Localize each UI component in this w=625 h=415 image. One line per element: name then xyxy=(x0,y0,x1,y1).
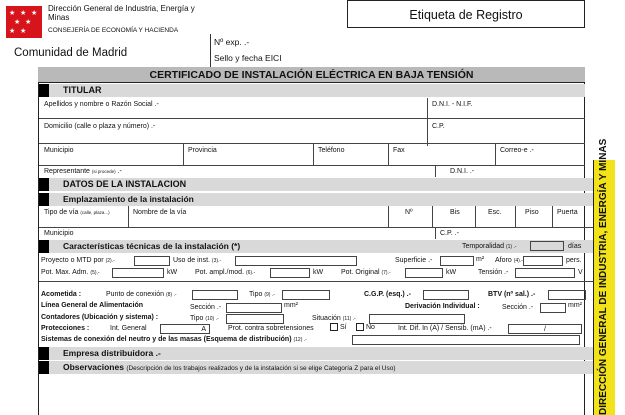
contadores-label: Contadores (Ubicación y sistema) : xyxy=(41,314,159,321)
etiqueta-registro-box: Etiqueta de Registro xyxy=(347,0,585,28)
consejeria-name: CONSEJERÍA DE ECONOMÍA Y HACIENDA xyxy=(48,27,179,34)
distribuidora-heading: Empresa distribuidora .- xyxy=(39,347,593,360)
tension-input[interactable] xyxy=(515,268,575,278)
pot-ampl-input[interactable] xyxy=(270,268,310,278)
no-option[interactable]: No xyxy=(356,323,375,331)
puerta-label: Puerta xyxy=(557,209,578,216)
acometida-label: Acometida : xyxy=(41,291,82,298)
divider xyxy=(39,281,593,282)
divider xyxy=(475,206,476,227)
divider xyxy=(39,143,585,144)
si-checkbox[interactable] xyxy=(330,323,338,331)
divider xyxy=(39,165,585,166)
divider xyxy=(432,206,433,227)
divider xyxy=(388,143,389,165)
cgp-label: C.G.P. (esq.) .- xyxy=(364,291,411,298)
nombre-via-label: Nombre de la vía xyxy=(133,209,187,216)
punto-conexion-label: Punto de conexión (8) .- xyxy=(106,291,177,298)
superficie-input[interactable] xyxy=(440,256,474,266)
aforo-label: Aforo (4).- xyxy=(495,257,523,264)
sello-label: Sello y fecha EICI xyxy=(214,53,282,63)
seccion-di-input[interactable] xyxy=(540,303,566,313)
tension-label: Tensión .- xyxy=(478,269,509,276)
seccion-di-label: Sección .- xyxy=(502,304,534,311)
exp-label: Nº exp. .- xyxy=(214,37,250,47)
bis-label: Bis xyxy=(450,209,460,216)
direction-name: Dirección General de Industria, Energía y Minas xyxy=(48,4,195,22)
divider xyxy=(388,206,389,227)
btv-label: BTV (nº sal.) .- xyxy=(488,291,536,298)
kw-unit-1: kW xyxy=(167,269,178,276)
tipo-via-label: Tipo de vía (calle, plaza...) xyxy=(44,209,110,216)
dias-label: días xyxy=(568,243,582,250)
divider xyxy=(427,98,428,146)
domicilio-label: Domicilio (calle o plaza y número) .- xyxy=(44,123,156,130)
section-titular: TITULAR xyxy=(39,84,585,97)
fax-label: Fax xyxy=(393,147,405,154)
correo-label: Correo-e .- xyxy=(500,147,534,154)
superficie-label: Superficie .- xyxy=(395,257,433,264)
comunidad-madrid-logo: ★ ★ ★ ★ ★ ★ ★ xyxy=(6,6,42,38)
aforo-input[interactable] xyxy=(523,256,563,266)
divider xyxy=(39,227,593,228)
municipio-inst-label: Municipio xyxy=(44,230,74,237)
int-dif-label: Int. Dif. In (A) / Sensib. (mA) .- xyxy=(398,325,492,332)
divider xyxy=(39,118,585,119)
punto-conexion-input[interactable] xyxy=(192,290,238,300)
caracteristicas-heading: Características técnicas de la instalación (*) xyxy=(39,240,593,253)
seccion-lga-label: Sección .- xyxy=(190,304,222,311)
municipio-label: Municipio xyxy=(44,147,74,154)
pot-max-label: Pot. Max. Adm. (5).- xyxy=(41,269,100,276)
cp-label: C.P. xyxy=(432,123,445,130)
pot-orig-label: Pot. Original (7).- xyxy=(341,269,391,276)
pers-label: pers. xyxy=(566,257,582,264)
tipo-contador-label: Tipo (10) .- xyxy=(190,315,219,322)
temporalidad-label: Temporalidad (1) .- xyxy=(462,243,517,250)
provincia-label: Provincia xyxy=(188,147,217,154)
derivacion-label: Derivación Individual : xyxy=(405,303,480,310)
v-unit: V xyxy=(578,269,583,276)
section-instalacion: DATOS DE LA INSTALACION xyxy=(39,178,593,191)
kw-unit-3: kW xyxy=(446,269,457,276)
seccion-lga-input[interactable] xyxy=(226,303,282,313)
divider xyxy=(183,143,184,165)
divider xyxy=(128,206,129,227)
int-general-input[interactable]: A xyxy=(160,324,210,334)
form-title: CERTIFICADO DE INSTALACIÓN ELÉCTRICA EN BAJA TENSIÓN xyxy=(38,67,585,83)
linea-general-label: Línea General de Alimentación xyxy=(41,302,144,309)
dni-nif-label: D.N.I. - N.I.F. xyxy=(432,101,473,108)
int-general-label: Int. General xyxy=(110,325,147,332)
situacion-input[interactable] xyxy=(369,314,465,324)
pot-orig-input[interactable] xyxy=(405,268,443,278)
emplazamiento-heading: Emplazamiento de la instalación xyxy=(39,193,593,206)
telefono-label: Teléfono xyxy=(318,147,345,154)
pot-max-input[interactable] xyxy=(112,268,164,278)
situacion-label: Situación (11) .- xyxy=(312,315,356,322)
divider xyxy=(435,165,436,177)
comunidad-name: Comunidad de Madrid xyxy=(14,47,128,59)
temporalidad-input[interactable] xyxy=(530,241,564,251)
cp-inst-label: C.P. .- xyxy=(440,230,459,237)
sidebar-text: DIRECCIÓN GENERAL DE INDUSTRIA, ENERGÍA Y MINAS xyxy=(598,138,609,415)
apellidos-label: Apellidos y nombre o Razón Social .- xyxy=(44,101,159,108)
divider xyxy=(552,206,553,227)
divider xyxy=(313,143,314,165)
prot-sobretensiones-label: Prot. contra sobretensiones xyxy=(228,325,314,332)
dni-representante-label: D.N.I. .- xyxy=(450,168,475,175)
sistemas-conexion-label: Sistemas de conexión del neutro y de las masas (Esquema de distribución) (12) .- xyxy=(41,336,307,343)
divider xyxy=(495,143,496,165)
representante-label: Representante (si procede) .- xyxy=(44,168,122,175)
mm2-unit-2: mm² xyxy=(568,302,582,309)
no-checkbox[interactable] xyxy=(356,323,364,331)
tipo-acometida-input[interactable] xyxy=(282,290,330,300)
uso-input[interactable] xyxy=(235,256,357,266)
piso-label: Piso xyxy=(525,209,539,216)
kw-unit-2: kW xyxy=(313,269,324,276)
numero-label: Nº xyxy=(405,209,413,216)
observaciones-heading: Observaciones (Descripción de los trabajos realizados y de la instalación si se elige Categoría Z para el Uso) xyxy=(39,361,593,374)
proyecto-label: Proyecto o MTD por (2).- xyxy=(41,257,115,264)
int-dif-input[interactable]: / xyxy=(508,324,582,334)
sistemas-conexion-input[interactable] xyxy=(352,335,580,345)
tipo-acometida-label: Tipo (9) .- xyxy=(249,291,275,298)
proyecto-input[interactable] xyxy=(134,256,170,266)
divider xyxy=(515,206,516,227)
cgp-input[interactable] xyxy=(423,290,469,300)
protecciones-label: Protecciones : xyxy=(41,325,90,332)
btv-input[interactable] xyxy=(548,290,586,300)
divider xyxy=(435,227,436,239)
mm2-unit-1: mm² xyxy=(284,302,298,309)
uso-label: Uso de inst. (3).- xyxy=(173,257,222,264)
pot-ampl-label: Pot. ampl./mod. (6).- xyxy=(195,269,256,276)
m2-unit: m² xyxy=(476,256,485,263)
si-option[interactable]: Sí xyxy=(330,323,347,331)
tipo-contador-input[interactable] xyxy=(226,314,284,324)
esc-label: Esc. xyxy=(488,209,502,216)
